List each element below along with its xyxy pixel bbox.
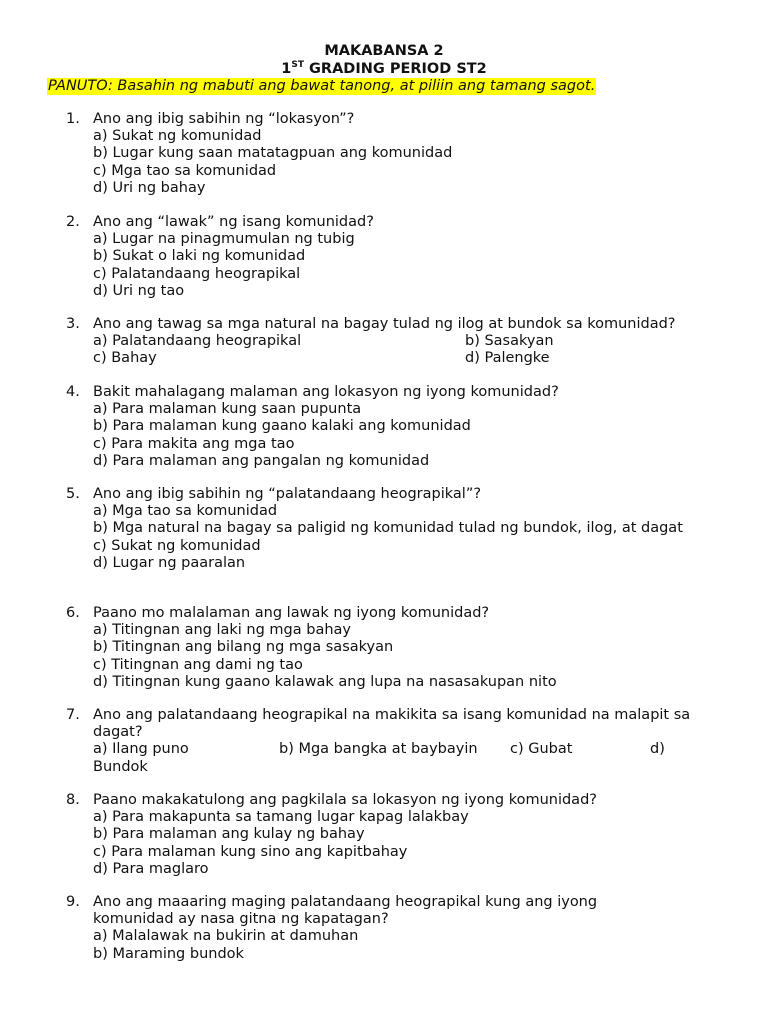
- choice-c: c) Titingnan ang dami ng tao: [93, 656, 303, 673]
- choice-d: d) Uri ng tao: [93, 282, 185, 299]
- question-3: [0, 316, 768, 368]
- question-text: Ano ang ibig sabihin ng “palatandaang heograpikal”?: [93, 486, 482, 502]
- question-number: 8.: [66, 792, 80, 808]
- choice-b: b) Sukat o laki ng komunidad: [93, 248, 306, 265]
- choice-a: a) Palatandaang heograpikal: [93, 333, 302, 350]
- question-number: 4.: [66, 384, 80, 400]
- question-number: 1.: [66, 111, 80, 127]
- choice-b: b) Lugar kung saan matatagpuan ang komunidad: [93, 145, 453, 162]
- choice-b: b) Mga natural na bagay sa paligid ng komunidad tulad ng bundok, ilog, at dagat: [93, 520, 683, 537]
- choice-c: c) Para makita ang mga tao: [93, 435, 295, 452]
- choice-d-text: Bundok: [93, 758, 148, 775]
- choice-c: c) Sukat ng komunidad: [93, 537, 261, 554]
- choice-a: a) Lugar na pinagmumulan ng tubig: [93, 231, 355, 248]
- choice-c: c) Gubat: [510, 741, 573, 758]
- question-4: [0, 384, 768, 470]
- question-2: [0, 214, 768, 300]
- subtitle-number: 1: [281, 61, 292, 77]
- choice-c: c) Palatandaang heograpikal: [93, 265, 301, 282]
- question-number: 9.: [66, 894, 80, 910]
- question-7: [0, 707, 768, 776]
- page-subtitle: [0, 60, 768, 77]
- question-number: 2.: [66, 214, 80, 230]
- question-9: [0, 894, 768, 963]
- question-text: Ano ang palatandaang heograpikal na makikita sa isang komunidad na malapit sa dagat?: [93, 707, 691, 741]
- page-title: MAKABANSA 2: [324, 43, 444, 59]
- subtitle-ordinal: ST: [291, 60, 304, 70]
- subtitle-rest: GRADING PERIOD ST2: [303, 61, 487, 77]
- choice-d: d) Uri ng bahay: [93, 179, 206, 196]
- choice-c: c) Para malaman kung sino ang kapitbahay: [93, 843, 408, 860]
- question-number: 3.: [66, 316, 80, 332]
- choice-d: d) Para maglaro: [93, 860, 209, 877]
- question-5: [0, 486, 768, 572]
- choice-b: b) Para malaman kung gaano kalaki ang komunidad: [93, 418, 471, 435]
- choice-row: [93, 350, 723, 367]
- question-8: [0, 792, 768, 878]
- choice-a: a) Titingnan ang laki ng mga bahay: [93, 622, 351, 639]
- question-1: [0, 111, 768, 197]
- choice-d: d) Palengke: [465, 350, 550, 367]
- question-text: Bakit mahalagang malaman ang lokasyon ng iyong komunidad?: [93, 384, 559, 400]
- choice-b: b) Maraming bundok: [93, 945, 244, 962]
- question-text: Ano ang maaaring maging palatandaang heograpikal kung ang iyong komunidad ay nasa gitna ng kapatagan?: [93, 894, 598, 928]
- choice-b: b) Para malaman ang kulay ng bahay: [93, 826, 365, 843]
- question-text: Paano mo malalaman ang lawak ng iyong komunidad?: [93, 605, 490, 621]
- choice-d: d): [650, 741, 665, 758]
- choice-b: b) Sasakyan: [465, 333, 554, 350]
- question-text: Paano makakatulong ang pagkilala sa lokasyon ng iyong komunidad?: [93, 792, 597, 808]
- choice-a: a) Para makapunta sa tamang lugar kapag lalakbay: [93, 809, 469, 826]
- choice-b: b) Mga bangka at baybayin: [279, 741, 478, 758]
- choice-c: c) Bahay: [93, 350, 157, 367]
- choice-a: a) Ilang puno: [93, 741, 189, 758]
- choice-a: a) Sukat ng komunidad: [93, 128, 262, 145]
- question-number: 6.: [66, 605, 80, 621]
- choice-row: [93, 333, 723, 350]
- choice-a: a) Malalawak na bukirin at damuhan: [93, 928, 359, 945]
- question-number: 7.: [66, 707, 80, 723]
- choice-d: d) Titingnan kung gaano kalawak ang lupa na nasasakupan nito: [93, 673, 557, 690]
- question-6: [0, 605, 768, 691]
- choice-d: d) Para malaman ang pangalan ng komunidad: [93, 452, 430, 469]
- choice-a: a) Para malaman kung saan pupunta: [93, 401, 362, 418]
- choice-a: a) Mga tao sa komunidad: [93, 503, 278, 520]
- question-text: Ano ang tawag sa mga natural na bagay tulad ng ilog at bundok sa komunidad?: [93, 316, 676, 332]
- question-number: 5.: [66, 486, 80, 502]
- question-text: Ano ang “lawak” ng isang komunidad?: [93, 214, 374, 230]
- choice-c: c) Mga tao sa komunidad: [93, 162, 277, 179]
- choice-row: [93, 741, 723, 758]
- question-text: Ano ang ibig sabihin ng “lokasyon”?: [93, 111, 355, 127]
- instructions: PANUTO: Basahin ng mabuti ang bawat tanong, at piliin ang tamang sagot.: [48, 78, 596, 94]
- choice-b: b) Titingnan ang bilang ng mga sasakyan: [93, 639, 394, 656]
- choice-d: d) Lugar ng paaralan: [93, 554, 246, 571]
